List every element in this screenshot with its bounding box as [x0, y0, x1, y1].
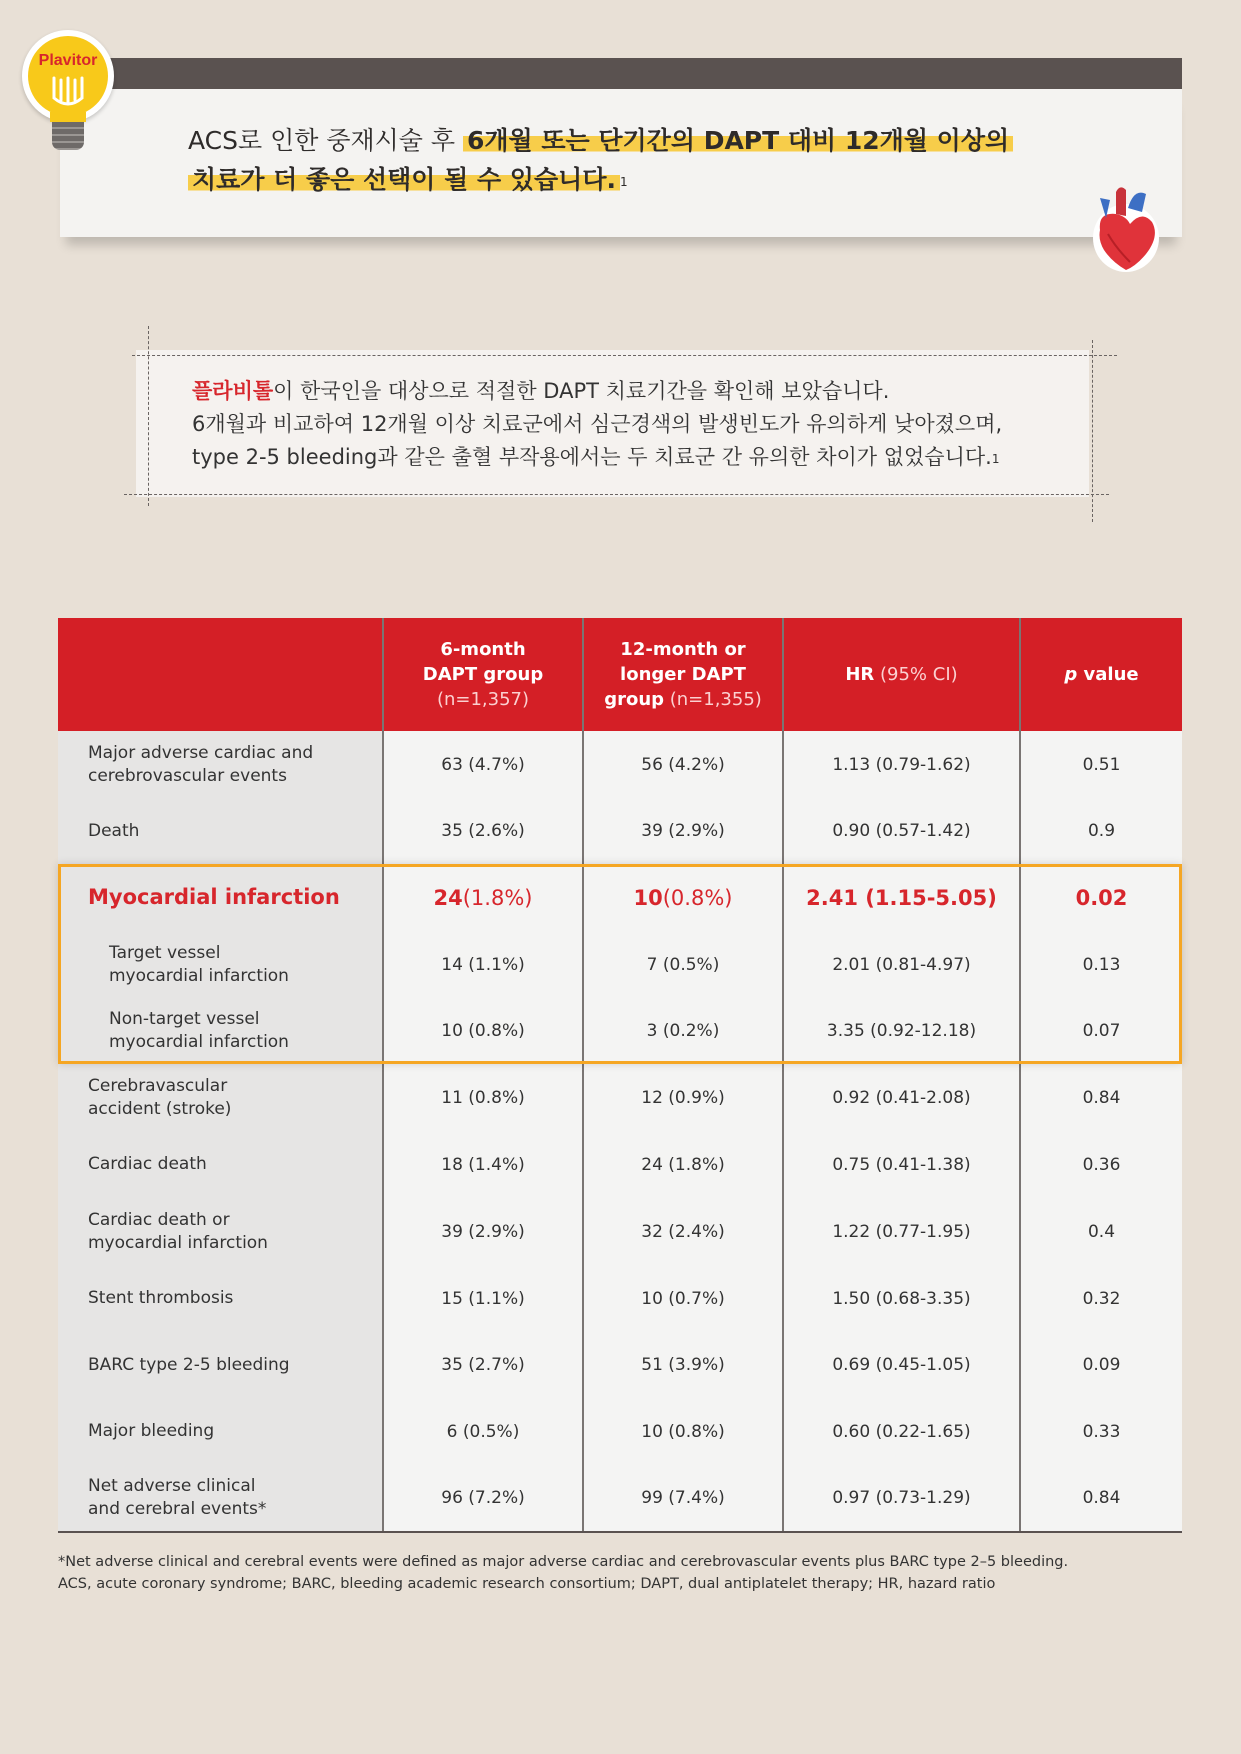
cell-p-value: 0.09: [1019, 1332, 1182, 1398]
cell-p-value: 0.51: [1019, 731, 1182, 798]
cell-p-value: 0.32: [1019, 1265, 1182, 1332]
cell-12-month: 24 (1.8%): [582, 1131, 782, 1198]
row-label: Stent thrombosis: [58, 1265, 382, 1332]
intro-line-1: [192, 375, 889, 407]
cell-6-month: 6 (0.5%): [382, 1398, 582, 1465]
cell-p-value: 0.33: [1019, 1398, 1182, 1465]
table-row: [58, 1398, 1182, 1466]
cell-12-month: 51 (3.9%): [582, 1332, 782, 1398]
cell-hr: 1.13 (0.79-1.62): [782, 731, 1019, 798]
intro-line-1-text: 이 한국인을 대상으로 적절한 DAPT 치료기간을 확인해 보았습니다.: [273, 379, 890, 403]
cell-p-value: 0.4: [1019, 1198, 1182, 1265]
intro-border-right: [1092, 340, 1093, 522]
cell-hr: 0.69 (0.45-1.05): [782, 1332, 1019, 1398]
header-6-month: 6-month DAPT group (n=1,357): [382, 618, 582, 731]
header-plain-text: ACS로 인한 중재시술 후: [188, 126, 463, 155]
cell-hr: 3.35 (0.92-12.18): [782, 998, 1019, 1064]
table-row: [58, 731, 1182, 799]
cell-6-month: 24 (1.8%): [382, 864, 582, 931]
cell-6-month: 11 (0.8%): [382, 1064, 582, 1131]
table-row: [58, 931, 1182, 999]
header-bar: [58, 58, 1182, 89]
cell-hr: 2.01 (0.81-4.97): [782, 931, 1019, 998]
intro-line-2: 6개월과 비교하여 12개월 이상 치료군에서 심근경색의 발생빈도가 유의하게 낮아졌으며,: [192, 412, 1003, 436]
cell-p-value: 0.9: [1019, 798, 1182, 864]
header-line-1: [188, 122, 1013, 160]
cell-6-month: 35 (2.7%): [382, 1332, 582, 1398]
header-12-month: 12-month or longer DAPT group (n=1,355): [582, 618, 782, 731]
row-label: Cardiac death or myocardial infarction: [58, 1198, 382, 1265]
cell-12-month: 32 (2.4%): [582, 1198, 782, 1265]
brand-name: 플라비톨: [192, 379, 274, 403]
cell-hr: 1.50 (0.68-3.35): [782, 1265, 1019, 1332]
cell-12-month: 3 (0.2%): [582, 998, 782, 1064]
table-row: [58, 1198, 1182, 1266]
cell-6-month: 15 (1.1%): [382, 1265, 582, 1332]
row-label: Major bleeding: [58, 1398, 382, 1465]
cell-6-month: 39 (2.9%): [382, 1198, 582, 1265]
cell-hr: 0.92 (0.41-2.08): [782, 1064, 1019, 1131]
row-label: Cerebravascular accident (stroke): [58, 1064, 382, 1131]
cell-12-month: 56 (4.2%): [582, 731, 782, 798]
cell-hr: 2.41 (1.15-5.05): [782, 864, 1019, 931]
table-bottom-rule: [58, 1531, 1182, 1533]
row-label: Target vessel myocardial infarction: [58, 931, 382, 998]
cell-p-value: 0.07: [1019, 998, 1182, 1064]
intro-line-3-text: type 2-5 bleeding과 같은 출혈 부작용에서는 두 치료군 간 유의한 차이가 없었습니다.: [192, 445, 992, 469]
table-row: [58, 1265, 1182, 1333]
lightbulb-logo-icon: [22, 30, 118, 156]
table-row: [58, 1332, 1182, 1399]
cell-12-month: 39 (2.9%): [582, 798, 782, 864]
intro-border-left: [148, 326, 149, 506]
row-label: Cardiac death: [58, 1131, 382, 1198]
row-label: Non-target vessel myocardial infarction: [58, 998, 382, 1064]
cell-p-value: 0.36: [1019, 1131, 1182, 1198]
header-line-2: [188, 161, 628, 199]
cell-6-month: 10 (0.8%): [382, 998, 582, 1064]
cell-12-month: 12 (0.9%): [582, 1064, 782, 1131]
table-header-row: [58, 618, 1182, 731]
row-label: Death: [58, 798, 382, 864]
intro-line-3: [192, 441, 999, 473]
cell-hr: 0.60 (0.22-1.65): [782, 1398, 1019, 1465]
intro-footnote-ref: 1: [991, 452, 1000, 466]
table-row: [58, 1131, 1182, 1199]
cell-p-value: 0.13: [1019, 931, 1182, 998]
intro-border-bottom: [124, 494, 1109, 495]
cell-6-month: 35 (2.6%): [382, 798, 582, 864]
cell-12-month: 10 (0.8%): [582, 864, 782, 931]
table-row: [58, 998, 1182, 1065]
cell-6-month: 14 (1.1%): [382, 931, 582, 998]
cell-12-month: 99 (7.4%): [582, 1465, 782, 1531]
table-row: [58, 798, 1182, 865]
intro-border-top: [132, 355, 1117, 356]
table-row-myocardial-infarction: [58, 864, 1182, 932]
footnote-abbreviations: ACS, acute coronary syndrome; BARC, bleeding academic research consortium; DAPT, dual antiplatelet therapy; HR, hazard ratio: [58, 1576, 996, 1592]
heart-icon: [1086, 178, 1166, 278]
cell-hr: 0.90 (0.57-1.42): [782, 798, 1019, 864]
header-hr: HR (95% CI): [782, 618, 1019, 731]
cell-12-month: 10 (0.8%): [582, 1398, 782, 1465]
cell-hr: 1.22 (0.77-1.95): [782, 1198, 1019, 1265]
cell-6-month: 18 (1.4%): [382, 1131, 582, 1198]
row-label: BARC type 2-5 bleeding: [58, 1332, 382, 1398]
header-empty-cell: [58, 618, 382, 731]
logo-text: Plavitor: [38, 52, 98, 69]
cell-p-value: 0.84: [1019, 1064, 1182, 1131]
cell-6-month: 63 (4.7%): [382, 731, 582, 798]
cell-6-month: 96 (7.2%): [382, 1465, 582, 1531]
cell-12-month: 7 (0.5%): [582, 931, 782, 998]
table-row: [58, 1064, 1182, 1132]
cell-hr: 0.97 (0.73-1.29): [782, 1465, 1019, 1531]
header-highlight-1: 6개월 또는 단기간의 DAPT 대비 12개월 이상의: [463, 126, 1013, 155]
header-p-value: p value: [1019, 618, 1182, 731]
header-highlight-2: 치료가 더 좋은 선택이 될 수 있습니다.: [188, 165, 620, 194]
header-footnote-ref: 1: [619, 175, 628, 189]
footnote-1: *Net adverse clinical and cerebral events were defined as major adverse cardiac and cerebrovascular events plus BARC type 2–5 bleeding.: [58, 1554, 1069, 1570]
row-label: Major adverse cardiac and cerebrovascular events: [58, 731, 382, 798]
table-row: [58, 1465, 1182, 1531]
row-label: Myocardial infarction: [58, 864, 382, 931]
cell-p-value: 0.02: [1019, 864, 1182, 931]
bulb-filament-icon: [48, 76, 88, 112]
cell-12-month: 10 (0.7%): [582, 1265, 782, 1332]
row-label: Net adverse clinical and cerebral events*: [58, 1465, 382, 1531]
cell-p-value: 0.84: [1019, 1465, 1182, 1531]
cell-hr: 0.75 (0.41-1.38): [782, 1131, 1019, 1198]
